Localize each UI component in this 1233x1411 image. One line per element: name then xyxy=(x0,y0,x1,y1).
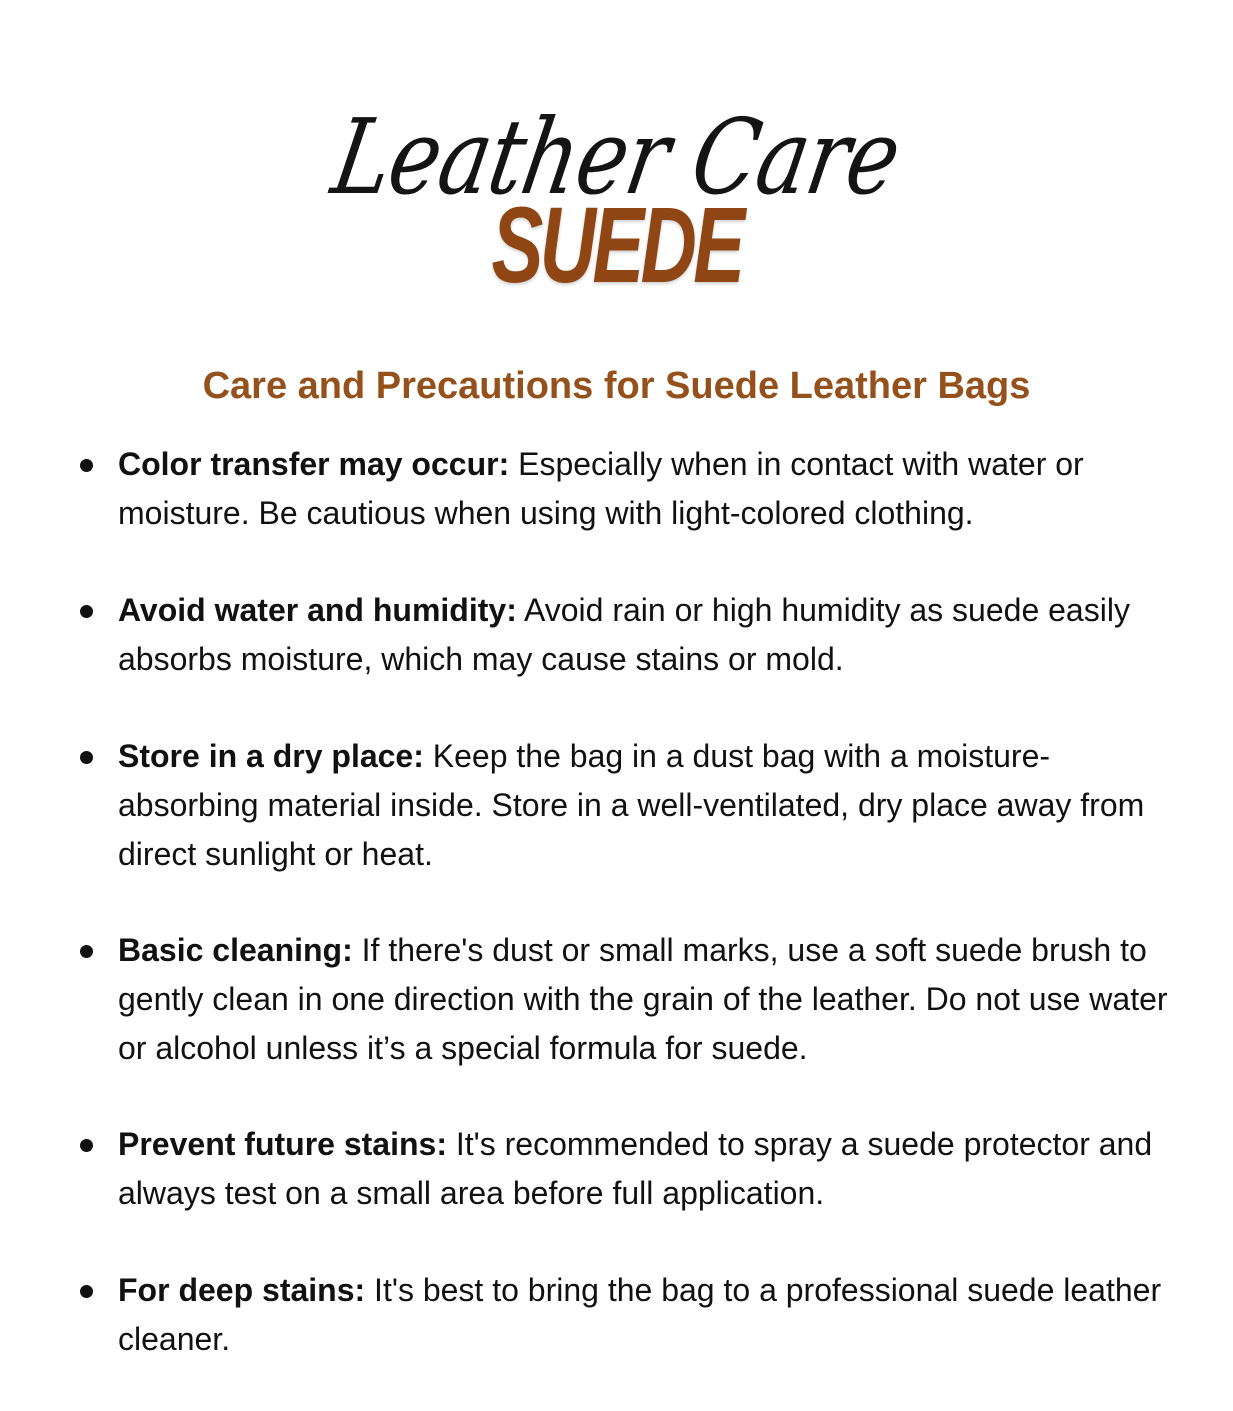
item-text xyxy=(118,1266,1178,1364)
item-text xyxy=(118,440,1178,538)
section-heading: Care and Precautions for Suede Leather Bags xyxy=(202,365,1031,407)
item-label: Avoid water and humidity: xyxy=(118,592,517,628)
item-body: If there's dust or small marks, use a soft suede brush to gently clean in one direction with the grain of the leather. Do not use water or alcohol unless it’s a special formula for suede. xyxy=(118,932,1168,1066)
bullet-icon xyxy=(80,1139,93,1152)
item-text xyxy=(118,732,1178,879)
bullet-icon xyxy=(80,1285,93,1298)
bullet-icon xyxy=(80,459,93,472)
bullet-icon xyxy=(80,605,93,618)
suede-title: SUEDE xyxy=(491,184,742,305)
bullet-icon xyxy=(80,945,93,958)
item-label: Prevent future stains: xyxy=(118,1126,447,1162)
item-text xyxy=(118,1120,1178,1218)
item-label: Basic cleaning: xyxy=(118,932,353,968)
item-body: Especially when in contact with water or moisture. Be cautious when using with light-colored clothing. xyxy=(118,446,1084,531)
item-label: Color transfer may occur: xyxy=(118,446,510,482)
item-body: Keep the bag in a dust bag with a moisture-absorbing material inside. Store in a well-ventilated, dry place away from direct sunlight or heat. xyxy=(118,738,1145,872)
item-body: Avoid rain or high humidity as suede easily absorbs moisture, which may cause stains or mold. xyxy=(118,592,1130,677)
item-body: It's best to bring the bag to a professional suede leather cleaner. xyxy=(118,1272,1162,1357)
item-label: For deep stains: xyxy=(118,1272,366,1308)
item-text xyxy=(118,926,1178,1073)
item-label: Store in a dry place: xyxy=(118,738,424,774)
script-title: Leather Care xyxy=(324,96,909,218)
item-text xyxy=(118,586,1178,684)
bullet-icon xyxy=(80,751,93,764)
header xyxy=(0,95,1233,315)
item-body: It's recommended to spray a suede protector and always test on a small area before full application. xyxy=(118,1126,1153,1211)
